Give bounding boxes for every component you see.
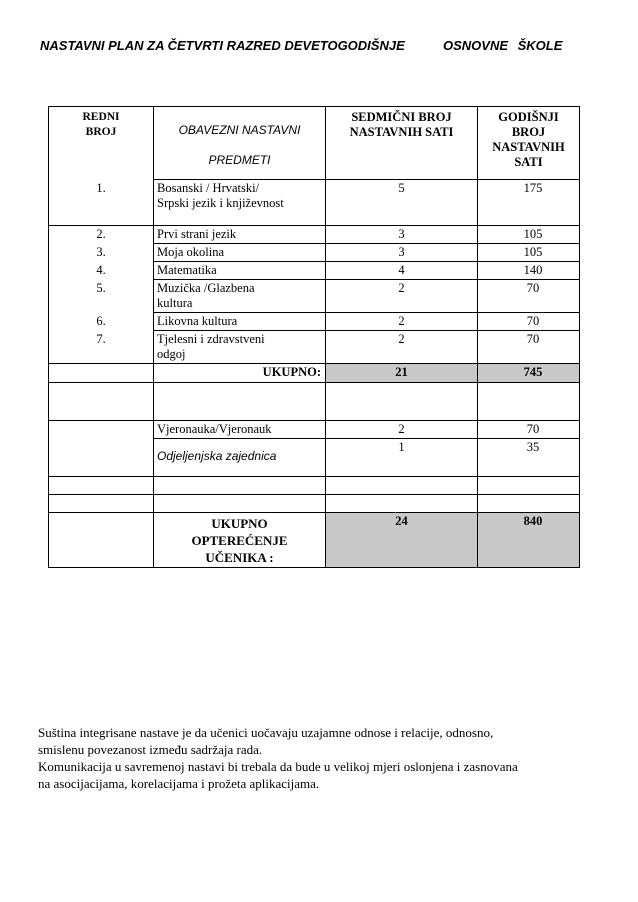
row-yearly: 105	[478, 226, 580, 244]
row-weekly: 2	[326, 313, 478, 331]
elective-row	[49, 421, 580, 439]
row-number: 6.	[49, 313, 154, 331]
row-subject: Prvi strani jezik	[154, 226, 326, 244]
row-number: 5.	[49, 280, 154, 313]
total-load-row	[49, 513, 580, 568]
ukupno-label: UKUPNO:	[154, 364, 326, 383]
header-sedmicni-line2: NASTAVNIH SATI	[349, 125, 454, 139]
table-row	[49, 262, 580, 280]
row-weekly: 4	[326, 262, 478, 280]
paragraph-line: Suština integrisane nastave je da učenici uočavaju uzajamne odnose i relacije, odnosno,	[38, 725, 494, 740]
row-subject: Likovna kultura	[154, 313, 326, 331]
empty-row	[49, 495, 580, 513]
row-weekly: 2	[326, 280, 478, 313]
header-godisnji-line2: BROJ	[511, 125, 546, 139]
title-left: NASTAVNI PLAN ZA ČETVRTI RAZRED DEVETOGODIŠNJE	[40, 38, 405, 53]
empty-cell	[49, 513, 154, 568]
elective-subject: Vjeronauka/Vjeronauk	[154, 421, 326, 439]
elective-weekly: 1	[326, 439, 478, 477]
row-subject: Matematika	[154, 262, 326, 280]
ukupno-row	[49, 364, 580, 383]
total-load-label	[154, 513, 326, 568]
paragraph-line: smislenu povezanost između sadržaja rada.	[38, 742, 263, 757]
header-predmeti	[154, 107, 326, 180]
empty-cell	[478, 477, 580, 495]
empty-cell	[154, 383, 326, 421]
row-yearly: 70	[478, 313, 580, 331]
total-load-line2: OPTEREĆENJE	[191, 533, 288, 548]
row-subject: Moja okolina	[154, 244, 326, 262]
total-load-line1: UKUPNO	[211, 516, 268, 531]
empty-row	[49, 383, 580, 421]
subject-line2: odgoj	[157, 347, 186, 361]
row-number: 7.	[49, 331, 154, 364]
row-yearly: 70	[478, 331, 580, 364]
row-number: 3.	[49, 244, 154, 262]
title-right: OSNOVNE ŠKOLE	[443, 38, 563, 53]
subject-line1: Bosanski / Hrvatski/	[157, 181, 260, 195]
table-row	[49, 244, 580, 262]
ukupno-weekly: 21	[326, 364, 478, 383]
header-redni-line1: REDNI	[82, 111, 120, 123]
empty-cell	[154, 495, 326, 513]
subject-line1: Tjelesni i zdravstveni	[157, 332, 265, 346]
ukupno-yearly: 745	[478, 364, 580, 383]
row-number: 2.	[49, 226, 154, 244]
empty-cell	[154, 477, 326, 495]
elective-yearly: 70	[478, 421, 580, 439]
row-weekly: 5	[326, 180, 478, 226]
header-sedmicni-line1: SEDMIČNI BROJ	[351, 110, 452, 124]
row-subject	[154, 180, 326, 226]
header-predmeti-line2: PREDMETI	[208, 153, 271, 167]
table-header-row	[49, 107, 580, 180]
elective-row	[49, 439, 580, 477]
subject-line1: Muzička /Glazbena	[157, 281, 255, 295]
row-yearly: 105	[478, 244, 580, 262]
empty-cell	[49, 364, 154, 383]
empty-cell	[49, 495, 154, 513]
table-row	[49, 331, 580, 364]
empty-cell	[326, 383, 478, 421]
header-godisnji-line4: SATI	[514, 155, 543, 169]
table-row	[49, 226, 580, 244]
row-weekly: 2	[326, 331, 478, 364]
empty-row	[49, 477, 580, 495]
row-subject	[154, 331, 326, 364]
table-row	[49, 280, 580, 313]
total-load-yearly: 840	[478, 513, 580, 568]
curriculum-table	[48, 106, 580, 568]
row-number: 1.	[49, 180, 154, 226]
elective-weekly: 2	[326, 421, 478, 439]
row-yearly: 70	[478, 280, 580, 313]
paragraph-line: na asocijacijama, korelacijama i prožeta aplikacijama.	[38, 776, 320, 791]
table-row	[49, 313, 580, 331]
header-godisnji-line3: NASTAVNIH	[492, 140, 565, 154]
header-redni-line2: BROJ	[85, 126, 117, 138]
elective-yearly: 35	[478, 439, 580, 477]
row-yearly: 140	[478, 262, 580, 280]
page-title	[40, 38, 620, 53]
header-sedmicni	[326, 107, 478, 180]
empty-cell	[49, 421, 154, 439]
row-yearly: 175	[478, 180, 580, 226]
header-godisnji	[478, 107, 580, 180]
subject-line2: kultura	[157, 296, 193, 310]
subject-line2: Srpski jezik i književnost	[157, 196, 284, 210]
total-load-weekly: 24	[326, 513, 478, 568]
row-subject	[154, 280, 326, 313]
empty-cell	[478, 383, 580, 421]
header-predmeti-line1: OBAVEZNI NASTAVNI	[178, 123, 301, 137]
empty-cell	[49, 439, 154, 477]
table-row	[49, 180, 580, 226]
empty-cell	[326, 495, 478, 513]
row-weekly: 3	[326, 226, 478, 244]
empty-cell	[326, 477, 478, 495]
empty-cell	[49, 477, 154, 495]
row-number: 4.	[49, 262, 154, 280]
paragraph-line: Komunikacija u savremenoj nastavi bi trebala da bude u velikoj mjeri oslonjena i zasnovana	[38, 759, 518, 774]
body-paragraph	[38, 724, 618, 792]
empty-cell	[49, 383, 154, 421]
empty-cell	[478, 495, 580, 513]
elective-subject: Odjeljenjska zajednica	[154, 439, 326, 477]
row-weekly: 3	[326, 244, 478, 262]
header-godisnji-line1: GODIŠNJI	[498, 110, 559, 124]
header-redni-broj	[49, 107, 154, 180]
total-load-line3: UČENIKA :	[205, 550, 274, 565]
